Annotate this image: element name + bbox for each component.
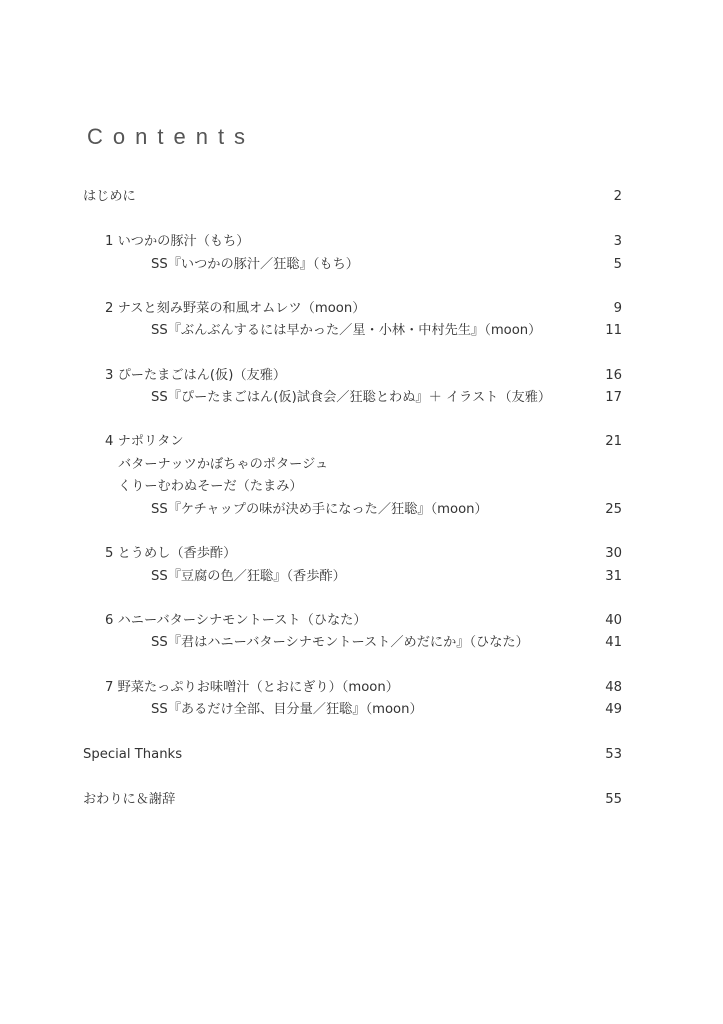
toc-entry-page: 53: [605, 747, 622, 762]
toc-entry-label: SS『いつかの豚汁／狂聡』（もち）: [151, 257, 359, 272]
toc-entry-label: くりーむわぬそーだ（たまみ）: [118, 479, 303, 494]
toc-entry-label: 4 ナポリタン: [105, 434, 184, 449]
toc-entry-page: 48: [605, 680, 622, 695]
toc-entry-chapter-4-item-3[interactable]: [83, 476, 622, 498]
toc-entry-page: 2: [613, 189, 622, 204]
toc-entry-afterword[interactable]: [83, 789, 622, 811]
toc-entry-label: 1 いつかの豚汁（もち）: [105, 234, 250, 249]
toc-entry-page: 25: [605, 502, 622, 517]
toc-entry-chapter-4-item-2[interactable]: [83, 454, 622, 476]
toc-entry-page: 40: [605, 613, 622, 628]
toc-entry-short-story-5[interactable]: [83, 566, 622, 588]
page-title: Contents: [87, 124, 256, 149]
toc-entry-page: 30: [605, 546, 622, 561]
toc-entry-page: 9: [613, 301, 622, 316]
toc-entry-chapter-3[interactable]: [83, 365, 622, 387]
toc-entry-chapter-6[interactable]: [83, 610, 622, 632]
toc-entry-label: SS『ケチャップの味が決め手になった／狂聡』（moon）: [151, 502, 488, 517]
toc-entry-short-story-2[interactable]: [83, 320, 622, 342]
toc-entry-page: 41: [605, 635, 622, 650]
toc-entry-label: SS『あるだけ全部、目分量／狂聡』（moon）: [151, 702, 423, 717]
toc-entry-short-story-6[interactable]: [83, 632, 622, 654]
toc-entry-label: SS『豆腐の色／狂聡』（香歩酢）: [151, 569, 346, 584]
toc-entry-page: 31: [605, 569, 622, 584]
toc-entry-label: 7 野菜たっぷりお味噌汁（とおにぎり）（moon）: [105, 680, 399, 695]
toc-entry-page: 11: [605, 323, 622, 338]
toc-entry-label: バターナッツかぼちゃのポタージュ: [118, 457, 329, 472]
toc-entry-short-story-7[interactable]: [83, 699, 622, 721]
toc-entry-page: 16: [605, 368, 622, 383]
toc-entry-label: はじめに: [83, 189, 136, 204]
toc-entry-page: 49: [605, 702, 622, 717]
toc-entry-chapter-4[interactable]: [83, 431, 622, 453]
toc-entry-introduction[interactable]: [83, 186, 622, 208]
toc-entry-short-story-1[interactable]: [83, 254, 622, 276]
toc-entry-page: 3: [613, 234, 622, 249]
toc-entry-label: 5 とうめし（香歩酢）: [105, 546, 237, 561]
toc-entry-label: SS『君はハニーバターシナモントースト／めだにか』（ひなた）: [151, 635, 529, 650]
toc-entry-special-thanks[interactable]: [83, 744, 622, 766]
toc-entry-label: 3 ぴーたまごはん(仮)（友雅）: [105, 368, 287, 383]
toc-entry-chapter-1[interactable]: [83, 231, 622, 253]
toc-entry-page: 21: [605, 434, 622, 449]
toc-entry-short-story-3[interactable]: [83, 387, 622, 409]
toc-entry-label: 6 ハニーバターシナモントースト（ひなた）: [105, 613, 367, 628]
toc-entry-label: おわりに＆謝辞: [83, 792, 176, 807]
toc-entry-label: SS『ぴーたまごはん(仮)試食会／狂聡とわぬ』＋ イラスト（友雅）: [151, 390, 552, 405]
toc-entry-label: SS『ぶんぶんするには早かった／星・小林・中村先生』（moon）: [151, 323, 542, 338]
toc-entry-chapter-5[interactable]: [83, 543, 622, 565]
toc-entry-page: 5: [613, 257, 622, 272]
toc-entry-page: 17: [605, 390, 622, 405]
toc-entry-short-story-4[interactable]: [83, 499, 622, 521]
toc-entry-page: 55: [605, 792, 622, 807]
toc-entry-chapter-2[interactable]: [83, 298, 622, 320]
toc-entry-chapter-7[interactable]: [83, 677, 622, 699]
toc-entry-label: Special Thanks: [83, 747, 183, 762]
toc-entry-label: 2 ナスと刻み野菜の和風オムレツ（moon）: [105, 301, 366, 316]
